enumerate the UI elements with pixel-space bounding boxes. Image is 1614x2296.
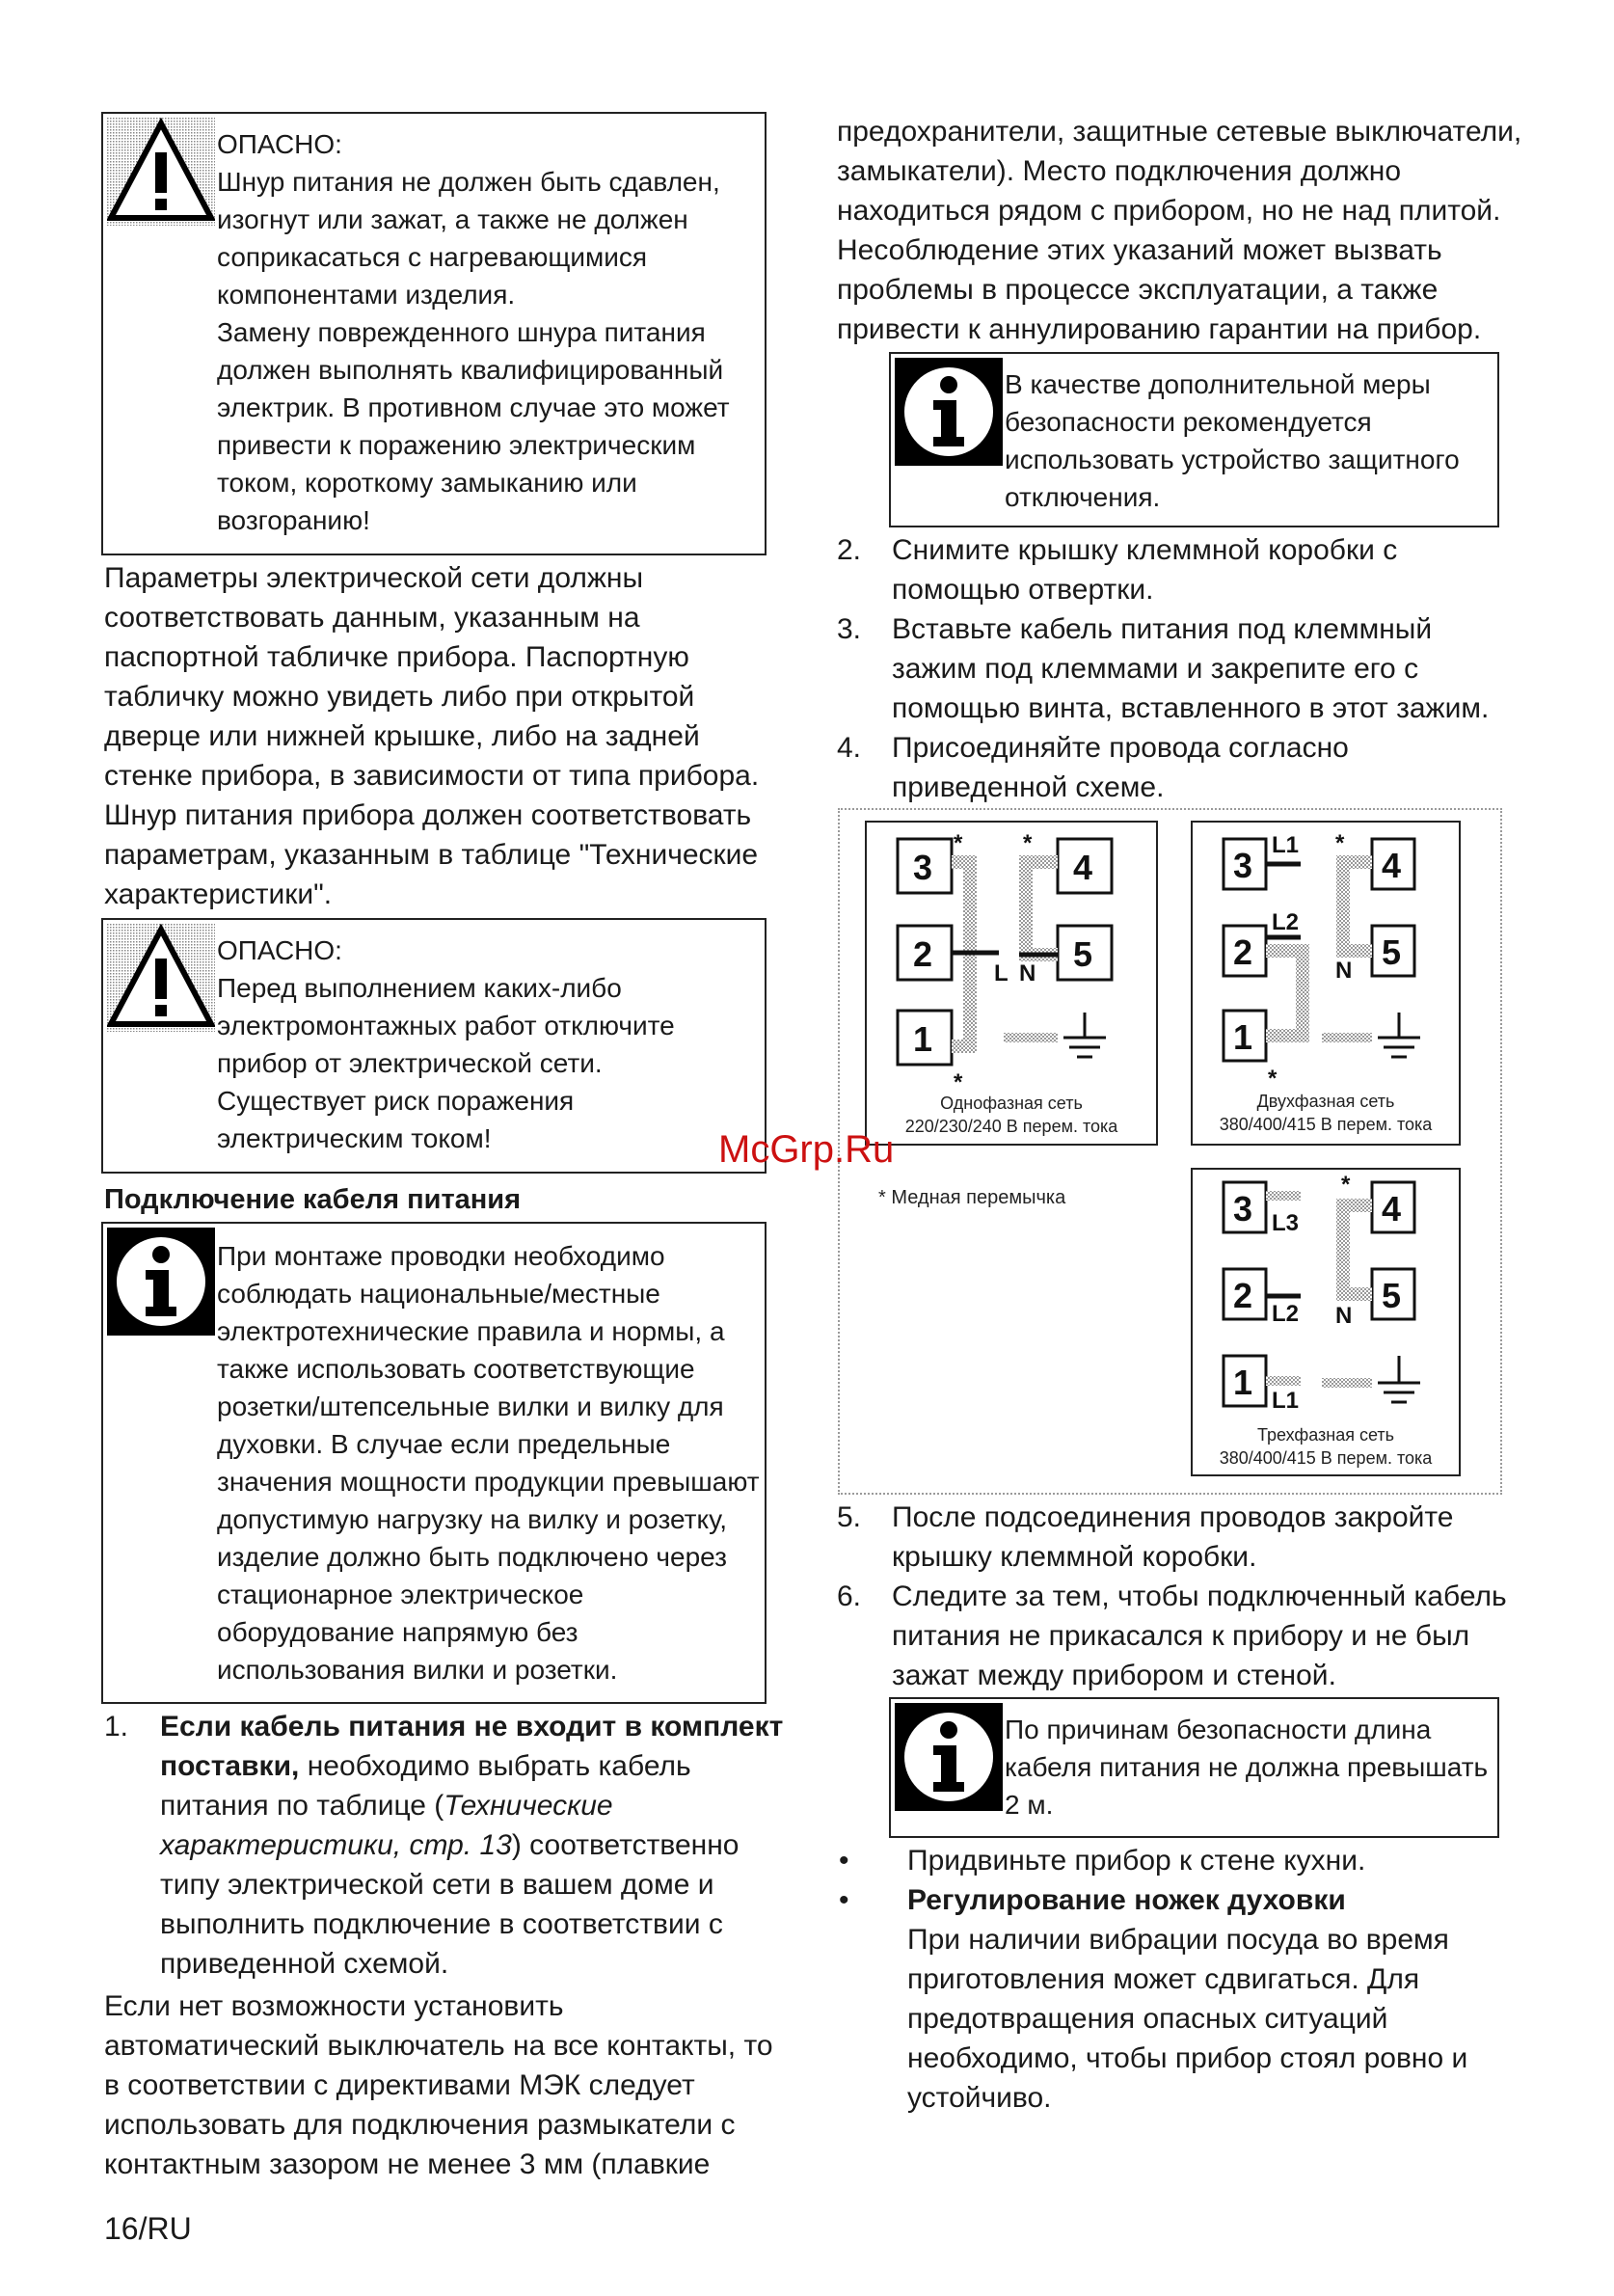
text-line: находиться рядом с прибором, но не над плитой. bbox=[837, 195, 1501, 227]
jumper-star: * bbox=[1023, 830, 1033, 856]
step-number: 1. bbox=[104, 1711, 129, 1742]
page-number: 16/RU bbox=[104, 2211, 192, 2246]
info-line: кабеля питания не должна превышать bbox=[1005, 1752, 1489, 1782]
step-bold: поставки, bbox=[160, 1750, 300, 1782]
step-text: ) соответственно bbox=[511, 1829, 740, 1861]
info-line: В качестве дополнительной меры bbox=[1005, 369, 1431, 399]
info-box-rcd bbox=[889, 352, 1499, 527]
bullet-symbol: • bbox=[839, 1884, 849, 1916]
info-line: духовки. В случае если предельные bbox=[217, 1429, 671, 1459]
step-text: приведенной схемой. bbox=[160, 1948, 449, 1980]
warning-line: Замену поврежденного шнура питания bbox=[217, 317, 706, 347]
text-line: Если нет возможности установить bbox=[104, 1990, 564, 2022]
info-line: использовать устройство защитного bbox=[1005, 445, 1460, 474]
warning-line: возгоранию! bbox=[217, 505, 370, 535]
step-6 bbox=[837, 1577, 1531, 1695]
terminal-1: 1 bbox=[1233, 1363, 1253, 1402]
info-line: также использовать соответствующие bbox=[217, 1354, 695, 1384]
wiring-diagram bbox=[838, 808, 1502, 1495]
text-line: проблемы в процессе эксплуатации, а также bbox=[837, 274, 1439, 306]
terminal-1: 1 bbox=[913, 1019, 933, 1059]
step-italic: Технические bbox=[444, 1790, 613, 1822]
warning-title: ОПАСНО: bbox=[217, 129, 342, 159]
bullet-text: При наличии вибрации посуда во время bbox=[907, 1924, 1449, 1956]
info-line: значения мощности продукции превышают bbox=[217, 1467, 760, 1497]
text-line: характеристики". bbox=[104, 878, 333, 910]
bullet-text: необходимо, чтобы прибор стоял ровно и bbox=[907, 2042, 1468, 2074]
step-3 bbox=[837, 609, 1531, 728]
terminal-1: 1 bbox=[1233, 1017, 1253, 1057]
step-text: зажим под клеммами и закрепите его с bbox=[892, 653, 1419, 685]
info-line: использования вилки и розетки. bbox=[217, 1655, 618, 1685]
warning-line: должен выполнять квалифицированный bbox=[217, 355, 724, 385]
text-line: контактным зазором не менее 3 мм (плавкие bbox=[104, 2148, 711, 2180]
jumper-star: * bbox=[954, 830, 963, 856]
text-line: автоматический выключатель на все контакты, то bbox=[104, 2030, 773, 2062]
warning-line: электромонтажных работ отключите bbox=[217, 1011, 675, 1040]
text-line: Несоблюдение этих указаний может вызвать bbox=[837, 234, 1442, 266]
warning-line: электрик. В противном случае это может bbox=[217, 392, 730, 422]
warning-line: соприкасаться с нагревающимися bbox=[217, 242, 648, 272]
text-line: Параметры электрической сети должны bbox=[104, 562, 644, 594]
step-text: необходимо выбрать кабель bbox=[299, 1750, 691, 1782]
terminal-5: 5 bbox=[1382, 932, 1402, 972]
warning-line: Шнур питания не должен быть сдавлен, bbox=[217, 167, 720, 197]
warning-line: током, короткому замыканию или bbox=[217, 468, 637, 498]
bullet-text: устойчиво. bbox=[907, 2082, 1052, 2114]
info-line: электротехнические правила и нормы, а bbox=[217, 1316, 725, 1346]
step-text: выполнить подключение в соответствии с bbox=[160, 1908, 723, 1940]
info-line: допустимую нагрузку на вилку и розетку, bbox=[217, 1504, 728, 1534]
bullet-symbol: • bbox=[839, 1845, 849, 1877]
step-number: 2. bbox=[837, 534, 862, 566]
label-N: N bbox=[1019, 960, 1036, 986]
three-phase-caption: Трехфазная сеть bbox=[1256, 1425, 1395, 1445]
warning-title: ОПАСНО: bbox=[217, 935, 342, 965]
step-text: Снимите крышку клеммной коробки с bbox=[892, 534, 1398, 566]
terminal-5: 5 bbox=[1073, 934, 1093, 974]
warning-line: изогнут или зажат, а также не должен bbox=[217, 204, 688, 234]
step-number: 4. bbox=[837, 732, 862, 764]
terminal-3: 3 bbox=[1233, 846, 1253, 885]
text-line: соответствовать данным, указанным на bbox=[104, 602, 640, 634]
step-bold: Если кабель питания не входит в комплект bbox=[160, 1711, 784, 1742]
terminal-3: 3 bbox=[913, 848, 933, 887]
breaker-paragraph bbox=[104, 1986, 798, 2184]
terminal-4: 4 bbox=[1073, 848, 1093, 887]
text-line: замыкатели). Место подключения должно bbox=[837, 155, 1402, 187]
step-text: Следите за тем, чтобы подключенный кабель bbox=[892, 1580, 1507, 1612]
single-phase-caption: Однофазная сеть bbox=[940, 1094, 1083, 1113]
info-line: соблюдать национальные/местные bbox=[217, 1279, 660, 1309]
step-number: 5. bbox=[837, 1501, 862, 1533]
label-L2: L2 bbox=[1272, 1301, 1300, 1327]
warning-box-cord bbox=[101, 112, 767, 555]
step-2 bbox=[837, 530, 1531, 609]
jumper-star: * bbox=[1341, 1172, 1351, 1198]
label-L3: L3 bbox=[1272, 1210, 1300, 1236]
step-text: помощью винта, вставленного в этот зажим. bbox=[892, 692, 1490, 724]
step-text: крышку клеммной коробки. bbox=[892, 1541, 1257, 1573]
terminal-2: 2 bbox=[913, 934, 933, 974]
terminal-5: 5 bbox=[1382, 1276, 1402, 1315]
warning-line: привести к поражению электрическим bbox=[217, 430, 696, 460]
text-line: табличку можно увидеть либо при открытой bbox=[104, 681, 695, 713]
info-line: При монтаже проводки необходимо bbox=[217, 1241, 665, 1271]
bullet-list bbox=[837, 1841, 1531, 2118]
step-text: типу электрической сети в вашем доме и bbox=[160, 1869, 714, 1901]
single-phase-panel bbox=[866, 822, 1157, 1145]
steps-2-4 bbox=[837, 530, 1531, 807]
info-line: изделие должно быть подключено через bbox=[217, 1542, 727, 1572]
terminal-2: 2 bbox=[1233, 932, 1253, 972]
step-italic: характеристики, стр. 13 bbox=[160, 1829, 512, 1861]
text-line: Шнур питания прибора должен соответствовать bbox=[104, 799, 752, 831]
step-text: После подсоединения проводов закройте bbox=[892, 1501, 1454, 1533]
three-phase-voltage: 380/400/415 В перем. тока bbox=[1219, 1448, 1433, 1468]
info-line: розетки/штепсельные вилки и вилку для bbox=[217, 1391, 724, 1421]
terminal-4: 4 bbox=[1382, 846, 1402, 885]
warning-triangle-icon bbox=[107, 924, 215, 1032]
copper-jumper-note: * Медная перемычка bbox=[878, 1187, 1066, 1208]
warning-line: Существует риск поражения bbox=[217, 1086, 575, 1116]
step-number: 6. bbox=[837, 1580, 862, 1612]
step-text: питания по таблице ( bbox=[160, 1790, 444, 1822]
breaker-paragraph-continued bbox=[837, 112, 1531, 349]
jumper-star: * bbox=[954, 1069, 963, 1095]
info-icon bbox=[895, 358, 1003, 466]
bullet-text: предотвращения опасных ситуаций bbox=[907, 2003, 1388, 2035]
label-L2: L2 bbox=[1272, 909, 1300, 935]
info-box-wiring-rules bbox=[101, 1222, 767, 1704]
text-line: привести к аннулированию гарантии на прибор. bbox=[837, 313, 1482, 345]
two-phase-caption: Двухфазная сеть bbox=[1256, 1092, 1395, 1111]
warning-line: электрическим током! bbox=[217, 1123, 492, 1153]
two-phase-voltage: 380/400/415 В перем. тока bbox=[1219, 1115, 1433, 1134]
step-text: зажат между прибором и стеной. bbox=[892, 1660, 1336, 1691]
info-line: безопасности рекомендуется bbox=[1005, 407, 1372, 437]
info-line: оборудование напрямую без bbox=[217, 1617, 578, 1647]
step-text: Вставьте кабель питания под клеммный bbox=[892, 613, 1433, 645]
info-line: отключения. bbox=[1005, 482, 1161, 512]
info-box-cable-length bbox=[889, 1697, 1499, 1838]
bullet-text: приготовления может сдвигаться. Для bbox=[907, 1963, 1420, 1995]
bullet-text: Придвиньте прибор к стене кухни. bbox=[907, 1845, 1366, 1877]
step-4 bbox=[837, 728, 1531, 807]
warning-line: прибор от электрической сети. bbox=[217, 1048, 603, 1078]
step-text: Присоединяйте провода согласно bbox=[892, 732, 1349, 764]
step-text: питания не прикасался к прибору и не был bbox=[892, 1620, 1470, 1652]
three-phase-panel bbox=[1192, 1169, 1460, 1475]
text-line: параметрам, указанным в таблице "Технические bbox=[104, 839, 759, 871]
warning-box-disconnect bbox=[101, 918, 767, 1174]
label-L1: L1 bbox=[1272, 1388, 1300, 1414]
step-text: приведенной схеме. bbox=[892, 771, 1165, 803]
bullet-title: Регулирование ножек духовки bbox=[907, 1884, 1346, 1916]
step-5 bbox=[837, 1498, 1531, 1577]
text-line: в соответствии с директивами МЭК следует bbox=[104, 2069, 695, 2101]
label-N: N bbox=[1335, 958, 1353, 984]
label-N: N bbox=[1335, 1303, 1353, 1329]
bullet-item bbox=[837, 1841, 1531, 1880]
section-heading: Подключение кабеля питания bbox=[104, 1184, 522, 1215]
info-line: 2 м. bbox=[1005, 1790, 1054, 1820]
text-line: использовать для подключения размыкатели с bbox=[104, 2109, 736, 2141]
bullet-item bbox=[837, 1880, 1531, 2118]
wiring-diagram-svg bbox=[840, 810, 1500, 1493]
terminal-4: 4 bbox=[1382, 1189, 1402, 1229]
label-L: L bbox=[994, 960, 1009, 986]
jumper-star: * bbox=[1268, 1066, 1278, 1092]
text-line: предохранители, защитные сетевые выключатели, bbox=[837, 116, 1522, 148]
info-icon bbox=[107, 1228, 215, 1336]
jumper-star: * bbox=[1335, 830, 1345, 856]
terminal-3: 3 bbox=[1233, 1189, 1253, 1229]
step-text: помощью отвертки. bbox=[892, 574, 1154, 606]
info-icon bbox=[895, 1703, 1003, 1811]
terminal-2: 2 bbox=[1233, 1276, 1253, 1315]
warning-line: компонентами изделия. bbox=[217, 280, 516, 310]
info-line: стационарное электрическое bbox=[217, 1580, 584, 1609]
mains-parameters-paragraph bbox=[104, 558, 779, 914]
text-line: дверце или нижней крышке, либо на задней bbox=[104, 720, 700, 752]
two-phase-panel bbox=[1192, 822, 1460, 1145]
info-line: По причинам безопасности длина bbox=[1005, 1715, 1432, 1744]
text-line: паспортной табличке прибора. Паспортную bbox=[104, 641, 689, 673]
watermark: McGrp.Ru bbox=[718, 1128, 895, 1171]
label-L1: L1 bbox=[1272, 832, 1300, 858]
single-phase-voltage: 220/230/240 В перем. тока bbox=[904, 1117, 1118, 1136]
warning-line: Перед выполнением каких-либо bbox=[217, 973, 622, 1003]
step-number: 3. bbox=[837, 613, 862, 645]
text-line: стенке прибора, в зависимости от типа прибора. bbox=[104, 760, 760, 792]
steps-5-6 bbox=[837, 1498, 1531, 1695]
warning-triangle-icon bbox=[107, 118, 215, 226]
